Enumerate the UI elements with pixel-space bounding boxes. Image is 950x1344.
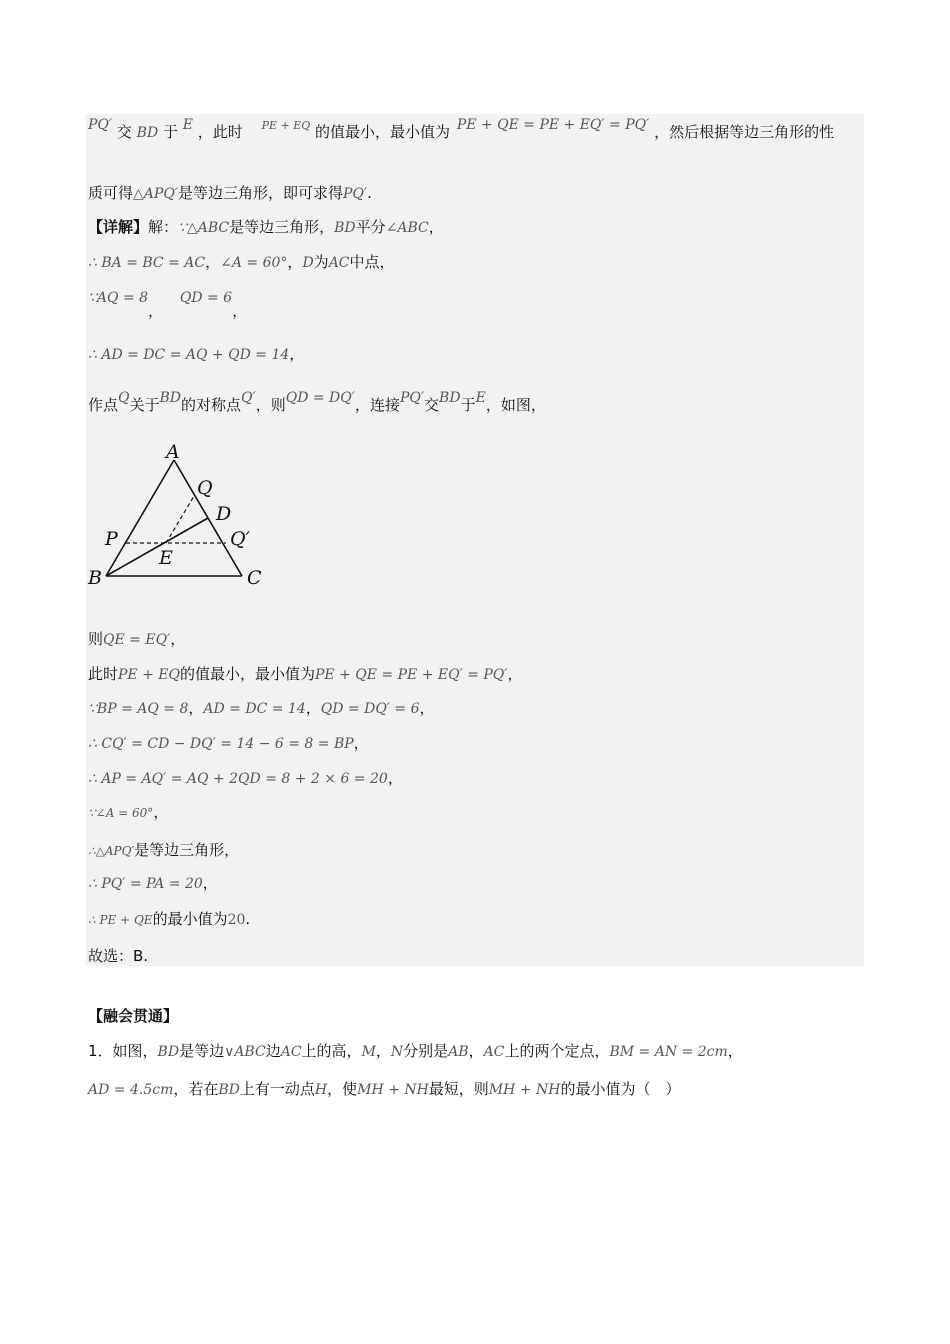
after-line-2 (88, 664, 522, 685)
text: ， (148, 302, 164, 320)
text: ，然后根据等边三角形的性 (654, 123, 835, 141)
text: ， (387, 769, 403, 787)
text: 是等边三角形， (229, 218, 335, 236)
after-line-4 (88, 733, 369, 754)
math: AB (448, 1044, 469, 1060)
text: . (245, 910, 251, 928)
math: AC (328, 255, 350, 271)
math-PQprime: PQ′ (88, 117, 113, 133)
text: ， (205, 253, 221, 271)
math-min-expression: PE + QE = PE + EQ′ = PQ′ (456, 117, 650, 133)
text: 的值最小，最小值为 (179, 665, 315, 683)
text: ， (170, 630, 186, 648)
math: BM = AN = 2cm (609, 1044, 728, 1060)
text: ，则 (255, 396, 286, 414)
math: ∠A = 60° (220, 255, 288, 271)
math: ∨ABC (224, 1044, 266, 1060)
text: ，此时 (197, 123, 243, 141)
detail-label: 【详解】 (88, 218, 149, 236)
text: ， (202, 874, 218, 892)
text: 的对称点 (181, 396, 242, 414)
math-PE-plus-EQ: PE + EQ (261, 119, 311, 132)
text: 关于 (129, 396, 160, 414)
math: ∴ AP = AQ′ = AQ + 2QD = 8 + 2 × 6 = 20 (88, 771, 388, 787)
text: ，若在 (173, 1080, 219, 1098)
triangle-figure (86, 438, 276, 590)
text: ， (353, 734, 369, 752)
detail-line-4 (88, 344, 304, 365)
math: Q′ (241, 390, 256, 406)
text: ， (188, 699, 204, 717)
text: ， (305, 699, 321, 717)
text: 是等边 (179, 1042, 225, 1060)
text: 平分 (355, 218, 386, 236)
intro-line-2 (88, 183, 372, 204)
math: AD = DC = 14 (203, 701, 306, 717)
after-line-7 (88, 840, 239, 861)
math: AC (280, 1044, 302, 1060)
question-1-line-1 (88, 1041, 743, 1062)
math-BD: BD (136, 125, 159, 141)
math: PE + EQ (118, 667, 180, 683)
label-B: B (88, 567, 102, 589)
math: AD = 4.5cm (88, 1082, 174, 1098)
text: 分别是 (403, 1042, 449, 1060)
math: QD = DQ′ (285, 390, 355, 406)
text: 则 (88, 630, 104, 648)
math: ∵△ABC (178, 220, 230, 236)
text: 作点 (88, 396, 119, 414)
text: 上的高， (301, 1042, 362, 1060)
text: ， (375, 1042, 391, 1060)
text: ， (428, 218, 444, 236)
math: H (314, 1082, 328, 1098)
after-line-8 (88, 873, 218, 894)
math: ∵BP = AQ = 8 (88, 701, 189, 717)
text: . (367, 184, 372, 202)
text: ， (507, 665, 523, 683)
math: D (302, 255, 314, 271)
text: 于 (460, 396, 476, 414)
label-Qprime: Q′ (230, 528, 250, 550)
text: 上有一动点 (239, 1080, 315, 1098)
math: BD (439, 390, 461, 406)
math: E (475, 390, 486, 406)
math: PE + QE = PE + EQ′ = PQ′ (315, 667, 508, 683)
segment-BD (106, 518, 208, 576)
math: QD = DQ′ = 6 (320, 701, 420, 717)
text: 的值最小，最小值为 (315, 123, 451, 141)
math-PQprime: PQ′ (342, 186, 368, 202)
text: ， (232, 302, 248, 320)
math: BD (157, 1044, 180, 1060)
label-D: D (216, 503, 232, 525)
detail-line-3 (88, 287, 248, 320)
after-line-9 (88, 909, 250, 930)
text: 的最小值为 (152, 910, 228, 928)
after-line-3 (88, 698, 435, 719)
text: 边 (265, 1042, 281, 1060)
math: ∴ BA = BC = AC (88, 255, 206, 271)
segment-EQ (166, 496, 194, 543)
text: 的最小值为（ ） (560, 1080, 681, 1098)
text: 中点， (349, 253, 395, 271)
text: ， (153, 803, 169, 821)
text: ， (468, 1042, 484, 1060)
math: ∴ CQ′ = CD − DQ′ = 14 − 6 = 8 = BP (88, 736, 354, 752)
label-C: C (247, 567, 262, 589)
text: 质可得 (88, 184, 134, 202)
answer-line: 故选：B. (88, 947, 149, 965)
math: AC (483, 1044, 505, 1060)
label-E: E (159, 547, 173, 569)
math: ∵∠A = 60° (88, 806, 154, 820)
text: 是等边三角形，即可求得 (177, 184, 343, 202)
math: 20 (227, 912, 246, 928)
math: BD (334, 220, 356, 236)
math: BD (218, 1082, 240, 1098)
text: 交 (116, 123, 132, 141)
after-line-6 (88, 802, 168, 823)
math: ∴ AD = DC = AQ + QD = 14 (88, 347, 290, 363)
math-triangle-APQprime: △APQ′ (133, 186, 178, 202)
text: ，如图， (485, 396, 546, 414)
after-line-5 (88, 768, 403, 789)
math: M (361, 1044, 376, 1060)
intro-line-1 (88, 117, 835, 144)
text: ，连接 (354, 396, 400, 414)
math: BD (159, 390, 182, 406)
text: 是等边三角形， (134, 841, 240, 859)
after-line-1 (88, 629, 185, 650)
text: ， (727, 1042, 743, 1060)
math: MH + NH (357, 1082, 429, 1098)
math: QE = EQ′ (103, 632, 171, 648)
label-P: P (105, 528, 118, 550)
math: N (390, 1044, 404, 1060)
text: 1．如图， (88, 1042, 158, 1060)
math-E: E (182, 117, 193, 133)
label-A: A (166, 441, 180, 463)
math: ∠ABC (385, 220, 429, 236)
text: 为 (313, 253, 329, 271)
math: ∴△APQ′ (88, 844, 135, 858)
text: 最短，则 (428, 1080, 489, 1098)
text: 解： (148, 218, 179, 236)
math: MH + NH (488, 1082, 561, 1098)
detail-line-2 (88, 252, 395, 273)
detail-line-1 (88, 217, 444, 238)
math: ∴ PE + QE (88, 913, 153, 927)
text: 上的两个定点， (504, 1042, 610, 1060)
math: QD = 6 (179, 290, 233, 306)
math: PQ′ (399, 390, 425, 406)
label-Q: Q (197, 477, 213, 499)
text: ， (287, 253, 303, 271)
text: 交 (424, 396, 440, 414)
math: ∵AQ = 8 (88, 290, 149, 306)
text: 于 (162, 123, 178, 141)
text: ， (419, 699, 435, 717)
question-1-line-2 (88, 1079, 680, 1100)
text: 此时 (88, 665, 119, 683)
detail-line-5 (88, 390, 546, 416)
math: Q (118, 390, 130, 406)
text: ，使 (327, 1080, 358, 1098)
text: ， (289, 345, 305, 363)
math: ∴ PQ′ = PA = 20 (88, 876, 203, 892)
section-heading: 【融会贯通】 (88, 1007, 179, 1025)
